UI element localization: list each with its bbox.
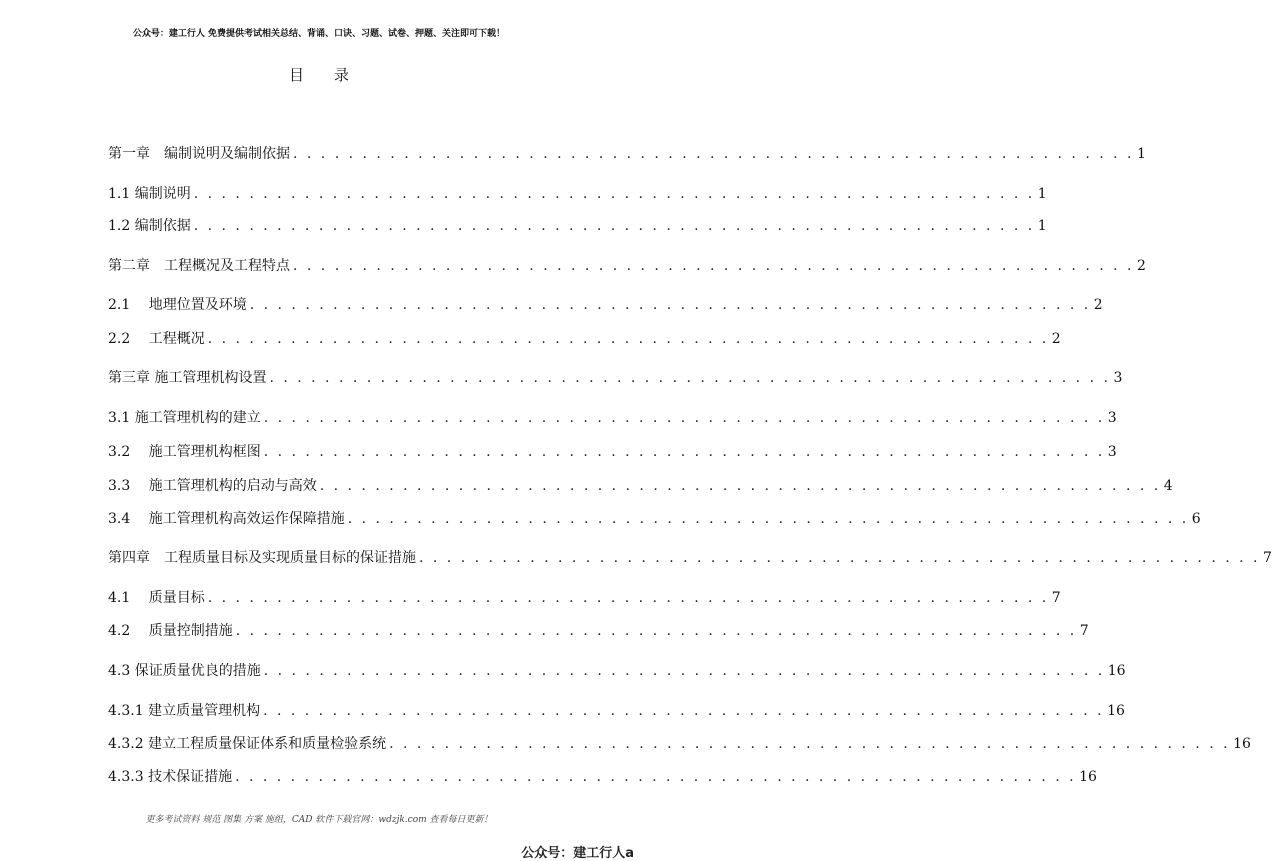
toc-entry-title: 2.2 工程概况	[108, 331, 205, 347]
toc-dot-leader: . . . . . . . . . . . . . . . . . . . . . . . . . . . . . . . . . . . . . . . . . . . . . . . . . . . . . . . . . . . . .	[269, 370, 1111, 386]
toc-entry	[108, 661, 1126, 681]
page-header: 公众号：建工行人 免费提供考试相关总结、背诵、口诀、习题、试卷、押题、关注即可下载！	[132, 29, 506, 39]
toc-entry	[108, 408, 1117, 428]
watermark-label: 公众号：建工行人a	[521, 846, 634, 861]
toc-entry	[108, 442, 1117, 462]
toc-entry	[108, 256, 1146, 276]
toc-entry	[108, 368, 1123, 388]
toc-entry-title: 1.1 编制说明	[108, 186, 191, 202]
toc-dot-leader: . . . . . . . . . . . . . . . . . . . . . . . . . . . . . . . . . . . . . . . . . . . . . . . . . . . . . . . . . . . . .	[263, 410, 1105, 426]
toc-dot-leader: . . . . . . . . . . . . . . . . . . . . . . . . . . . . . . . . . . . . . . . . . . . . . . . . . . . . . . . . . . . . .	[347, 511, 1189, 527]
toc-page-number: 7	[1051, 590, 1061, 606]
toc-entry	[108, 621, 1089, 641]
toc-dot-leader: . . . . . . . . . . . . . . . . . . . . . . . . . . . . . . . . . . . . . . . . . . . . . . . . . . . . . . . . . . . . .	[207, 590, 1049, 606]
toc-entry	[108, 184, 1047, 204]
toc-dot-leader: . . . . . . . . . . . . . . . . . . . . . . . . . . . . . . . . . . . . . . . . . . . . . . . . . . . . . . . . . . . . .	[389, 736, 1231, 752]
toc-dot-leader: . . . . . . . . . . . . . . . . . . . . . . . . . . . . . . . . . . . . . . . . . . . . . . . . . . . . . . . . . . . . .	[235, 623, 1077, 639]
toc-entry	[108, 329, 1061, 349]
toc-page-number: 7	[1079, 623, 1089, 639]
toc-entry-title: 3.2 施工管理机构框图	[108, 444, 261, 460]
toc-entry-title: 3.1 施工管理机构的建立	[108, 410, 261, 426]
toc-entry-title: 4.1 质量目标	[108, 590, 205, 606]
toc-page-number: 16	[1107, 703, 1125, 719]
toc-entry-title: 4.3.1 建立质量管理机构	[108, 703, 261, 719]
toc-page-number: 4	[1163, 478, 1173, 494]
toc-dot-leader: . . . . . . . . . . . . . . . . . . . . . . . . . . . . . . . . . . . . . . . . . . . . . . . . . . . . . . . . . . . . .	[319, 478, 1161, 494]
toc-page-number: 16	[1107, 663, 1126, 679]
toc-entry	[108, 588, 1061, 608]
toc-entry	[108, 295, 1103, 315]
toc-page-number: 2	[1051, 331, 1061, 347]
toc-entry-title: 第二章 工程概况及工程特点	[108, 258, 290, 274]
toc-dot-leader: . . . . . . . . . . . . . . . . . . . . . . . . . . . . . . . . . . . . . . . . . . . . . . . . . . . . . . . . . . . . .	[293, 146, 1134, 162]
toc-page-number: 1	[1037, 186, 1047, 202]
toc-page-number: 3	[1107, 410, 1117, 426]
toc-entry-title: 3.3 施工管理机构的启动与高效	[108, 478, 317, 494]
toc-entry	[108, 509, 1201, 529]
toc-entry	[108, 548, 1272, 568]
toc-entry-title: 4.3 保证质量优良的措施	[108, 663, 261, 679]
toc-dot-leader: . . . . . . . . . . . . . . . . . . . . . . . . . . . . . . . . . . . . . . . . . . . . . . . . . . . . . . . . . . . . .	[263, 663, 1105, 679]
toc-entry	[108, 144, 1146, 164]
toc-entry	[108, 216, 1047, 236]
toc-entry-title: 1.2 编制依据	[108, 218, 191, 234]
toc-dot-leader: . . . . . . . . . . . . . . . . . . . . . . . . . . . . . . . . . . . . . . . . . . . . . . . . . . . . . . . . . . . . .	[249, 297, 1091, 313]
toc-entry	[108, 476, 1173, 496]
toc-page-number: 1	[1136, 146, 1146, 162]
toc-entry	[108, 701, 1125, 721]
toc-page-number: 6	[1191, 511, 1201, 527]
page-footer-note: 更多考试资料 规范 图集 方案 施组，CAD 软件下载官网：wdzjk.com 查看每日更新！	[145, 815, 493, 825]
toc-entry	[108, 767, 1097, 787]
toc-page-number: 1	[1037, 218, 1047, 234]
toc-page-number: 7	[1262, 550, 1272, 566]
toc-entry-title: 第一章 编制说明及编制依据	[108, 146, 290, 162]
toc-page-number: 2	[1136, 258, 1146, 274]
toc-page-number: 2	[1093, 297, 1103, 313]
toc-dot-leader: . . . . . . . . . . . . . . . . . . . . . . . . . . . . . . . . . . . . . . . . . . . . . . . . . . . . . . . . . . . . .	[419, 550, 1260, 566]
document-title: 目录	[288, 66, 379, 84]
toc-page-number: 16	[1233, 736, 1251, 752]
toc-dot-leader: . . . . . . . . . . . . . . . . . . . . . . . . . . . . . . . . . . . . . . . . . . . . . . . . . . . . . . . . . . . . .	[263, 703, 1105, 719]
toc-entry-title: 3.4 施工管理机构高效运作保障措施	[108, 511, 345, 527]
toc-dot-leader: . . . . . . . . . . . . . . . . . . . . . . . . . . . . . . . . . . . . . . . . . . . . . . . . . . . . . . . . . . . . .	[263, 444, 1105, 460]
toc-entry-title: 4.2 质量控制措施	[108, 623, 233, 639]
toc-dot-leader: . . . . . . . . . . . . . . . . . . . . . . . . . . . . . . . . . . . . . . . . . . . . . . . . . . . . . . . . . . . . .	[193, 218, 1035, 234]
toc-page-number: 16	[1079, 769, 1097, 785]
toc-entry-title: 2.1 地理位置及环境	[108, 297, 247, 313]
toc-entry-title: 第三章 施工管理机构设置	[108, 370, 267, 386]
toc-page-number: 3	[1107, 444, 1117, 460]
toc-page-number: 3	[1113, 370, 1123, 386]
toc-entry	[108, 734, 1251, 754]
toc-entry-title: 第四章 工程质量目标及实现质量目标的保证措施	[108, 550, 416, 566]
toc-dot-leader: . . . . . . . . . . . . . . . . . . . . . . . . . . . . . . . . . . . . . . . . . . . . . . . . . . . . . . . . . . . . .	[293, 258, 1134, 274]
toc-entry-title: 4.3.2 建立工程质量保证体系和质量检验系统	[108, 736, 387, 752]
toc-entry-title: 4.3.3 技术保证措施	[108, 769, 233, 785]
toc-dot-leader: . . . . . . . . . . . . . . . . . . . . . . . . . . . . . . . . . . . . . . . . . . . . . . . . . . . . . . . . . . . . .	[193, 186, 1035, 202]
toc-dot-leader: . . . . . . . . . . . . . . . . . . . . . . . . . . . . . . . . . . . . . . . . . . . . . . . . . . . . . . . . . . . . .	[235, 769, 1077, 785]
toc-dot-leader: . . . . . . . . . . . . . . . . . . . . . . . . . . . . . . . . . . . . . . . . . . . . . . . . . . . . . . . . . . . . .	[207, 331, 1049, 347]
